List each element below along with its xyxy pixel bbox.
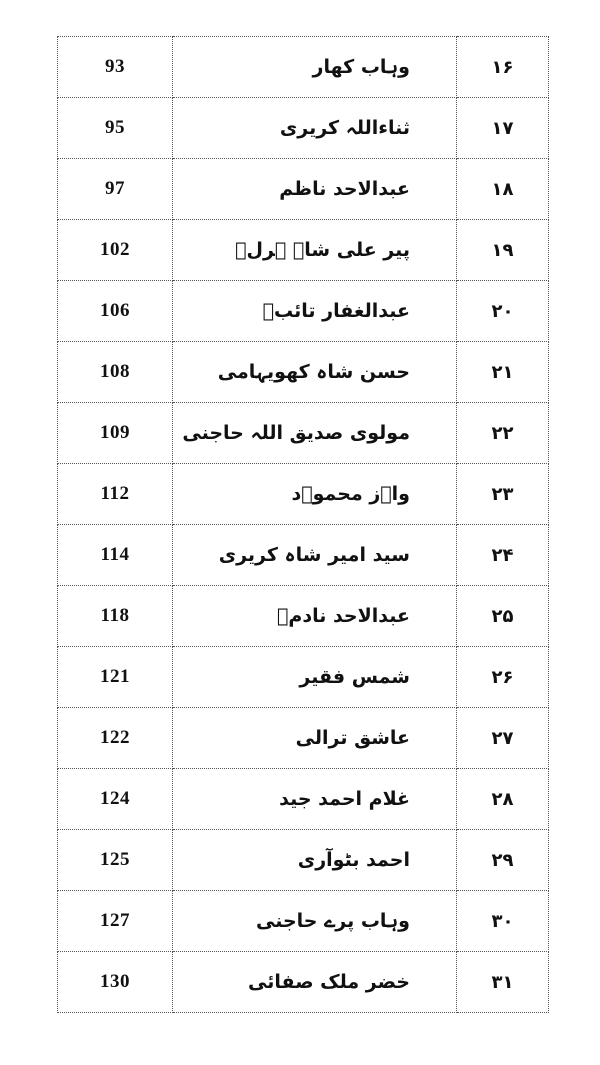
page-number: 125 [100,849,130,870]
table-row [58,464,549,525]
page-number: 108 [100,361,130,382]
page-number-cell [58,37,173,98]
page-number: 118 [100,605,130,626]
entry-title: شمس فقیر [299,666,410,688]
table-row [58,525,549,586]
page-number-cell [58,464,173,525]
serial-number: ۳۱ [491,971,514,993]
serial-number-cell [457,708,549,769]
serial-number-cell [457,98,549,159]
title-cell [173,586,457,647]
serial-number-cell [457,769,549,830]
table-row [58,952,549,1013]
serial-number-cell [457,586,549,647]
table-row [58,281,549,342]
page-number-cell [58,403,173,464]
serial-number: ۱۹ [491,239,514,261]
serial-number: ۲۰ [491,300,514,322]
page-number: 109 [100,422,130,443]
page-number: 102 [100,239,130,260]
page-number-cell [58,159,173,220]
page-number-cell [58,586,173,647]
entry-title: حسن شاہ کھویہامی [217,361,410,383]
serial-number: ۲۳ [491,483,514,505]
table-row [58,769,549,830]
serial-number: ۳۰ [491,910,514,932]
serial-number: ۲۷ [491,727,514,749]
entry-title: ثناءاللہ کریری [279,117,410,139]
serial-number-cell [457,342,549,403]
title-cell [173,220,457,281]
serial-number: ۲۸ [491,788,514,810]
entry-title: احمد بٹوآری [297,849,410,871]
page-number: 122 [100,727,130,748]
title-cell [173,830,457,891]
entry-title: عبدالغفار تائبؔ [262,300,410,322]
serial-number: ۲۶ [491,666,514,688]
table-row [58,891,549,952]
title-cell [173,159,457,220]
page-number: 114 [100,544,130,565]
entry-title: خضر ملک صفائی [248,971,410,993]
page-number-cell [58,220,173,281]
serial-number-cell [457,37,549,98]
title-cell [173,342,457,403]
entry-title: وہاب کھار [312,56,410,78]
serial-number-cell [457,891,549,952]
serial-number-cell [457,952,549,1013]
serial-number-cell [457,464,549,525]
table-row [58,220,549,281]
title-cell [173,769,457,830]
page-number: 95 [105,117,125,138]
table-row [58,647,549,708]
title-cell [173,403,457,464]
page-number-cell [58,830,173,891]
page-number: 112 [100,483,130,504]
entry-title: وہاب پرے حاجنی [256,910,410,932]
serial-number: ۱۸ [491,178,514,200]
serial-number: ۱۷ [491,117,514,139]
page-number: 93 [105,56,125,77]
table-row [58,342,549,403]
page-number-cell [58,342,173,403]
page-number: 130 [100,971,130,992]
table-row [58,708,549,769]
title-cell [173,37,457,98]
title-cell [173,708,457,769]
serial-number-cell [457,403,549,464]
serial-number-cell [457,647,549,708]
entry-title: پیر علی شاہ ہرلؔ [235,239,410,261]
entry-title: سید امیر شاہ کریری [218,544,410,566]
entry-title: غلام احمد جید [279,788,410,810]
table-row [58,159,549,220]
serial-number-cell [457,525,549,586]
serial-number: ۲۵ [491,605,514,627]
page-number: 106 [100,300,130,321]
page-number-cell [58,525,173,586]
entry-title: عبدالاحد ناظم [279,178,410,200]
serial-number-cell [457,159,549,220]
page-number-cell [58,647,173,708]
table-row [58,37,549,98]
table-row [58,403,549,464]
title-cell [173,525,457,586]
serial-number-cell [457,830,549,891]
page-number-cell [58,891,173,952]
serial-number-cell [457,281,549,342]
serial-number-cell [457,220,549,281]
title-cell [173,98,457,159]
entry-title: واؔز محموؔد [291,483,410,505]
serial-number: ۲۲ [491,422,514,444]
title-cell [173,647,457,708]
table-row [58,98,549,159]
entry-title: عبدالاحد نادمؔ [277,605,410,627]
page-number: 121 [100,666,130,687]
page-number: 127 [100,910,130,931]
title-cell [173,952,457,1013]
page-number: 97 [105,178,125,199]
serial-number: ۱۶ [491,56,514,78]
table-row [58,830,549,891]
entry-title: مولوی صدیق اللہ حاجنی [182,422,410,444]
entry-title: عاشق ترالی [295,727,410,749]
table-row [58,586,549,647]
page-number: 124 [100,788,130,809]
title-cell [173,891,457,952]
title-cell [173,281,457,342]
page-number-cell [58,708,173,769]
serial-number: ۲۴ [491,544,514,566]
serial-number: ۲۱ [491,361,514,383]
page-number-cell [58,769,173,830]
table-of-contents [57,36,549,1013]
serial-number: ۲۹ [491,849,514,871]
title-cell [173,464,457,525]
page-number-cell [58,952,173,1013]
page-number-cell [58,281,173,342]
page-number-cell [58,98,173,159]
